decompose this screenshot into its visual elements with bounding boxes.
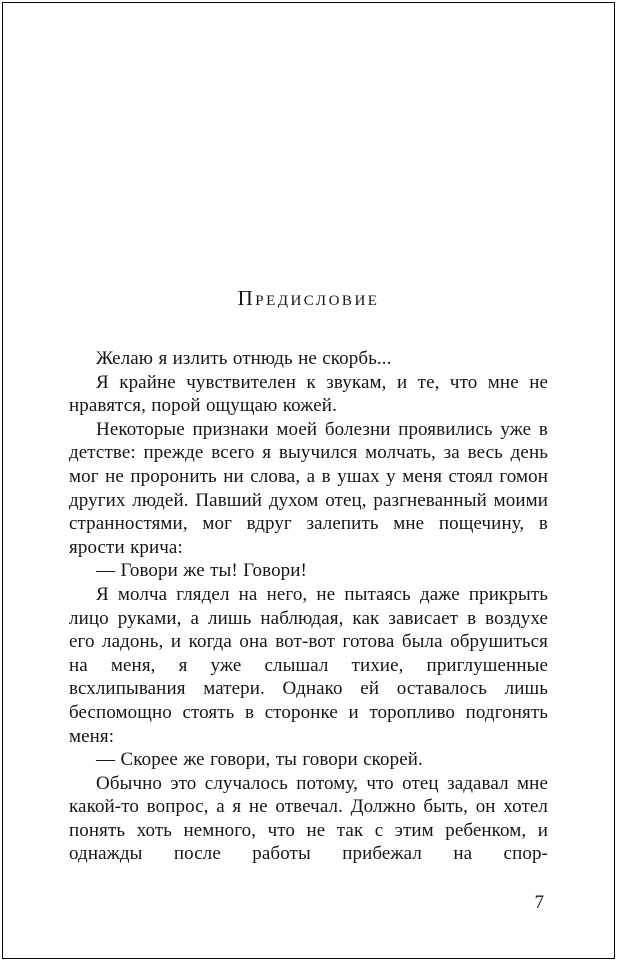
- paragraph: Я молча глядел на него, не пытаясь даже прикрыть лицо руками, а лишь наблюдая, как зависает в воздухе его ладонь, и когда она вот-вот готова была обрушиться на меня, я уже слышал тихие, приглушенные всхлипывания матери. Однако ей оставалось лишь беспомощно стоять в сторонке и торопливо подгонять меня:: [69, 583, 548, 747]
- page-content: [69, 3, 548, 866]
- dialogue-line: — Скорее же говори, ты говори скорей.: [96, 749, 423, 771]
- paragraph: Я крайне чувствителен к звукам, и те, что мне не нравятся, порой ощущаю кожей.: [69, 371, 548, 417]
- paragraph: Желаю я излить отнюдь не скорбь...: [96, 348, 392, 369]
- dialogue-line: — Говори же ты! Говори!: [96, 560, 307, 582]
- book-page: [2, 2, 615, 959]
- page-number: 7: [534, 892, 544, 913]
- chapter-title: Предисловие: [237, 286, 380, 310]
- paragraph: Обычно это случалось потому, что отец задавал мне какой-то вопрос, а я не отвечал. Должно быть, он хотел понять хоть немного, что не так с этим ребенком, и однажды после работы прибежал на спор-: [69, 772, 548, 865]
- paragraph: Некоторые признаки моей болезни проявились уже в детстве: прежде всего я выучился молчать, за весь день мог не проронить ни слова, а в ушах у меня стоял гомон других людей. Павший духом отец, разгневанный моими странностями, мог вдруг залепить мне пощечину, в ярости крича:: [69, 418, 548, 558]
